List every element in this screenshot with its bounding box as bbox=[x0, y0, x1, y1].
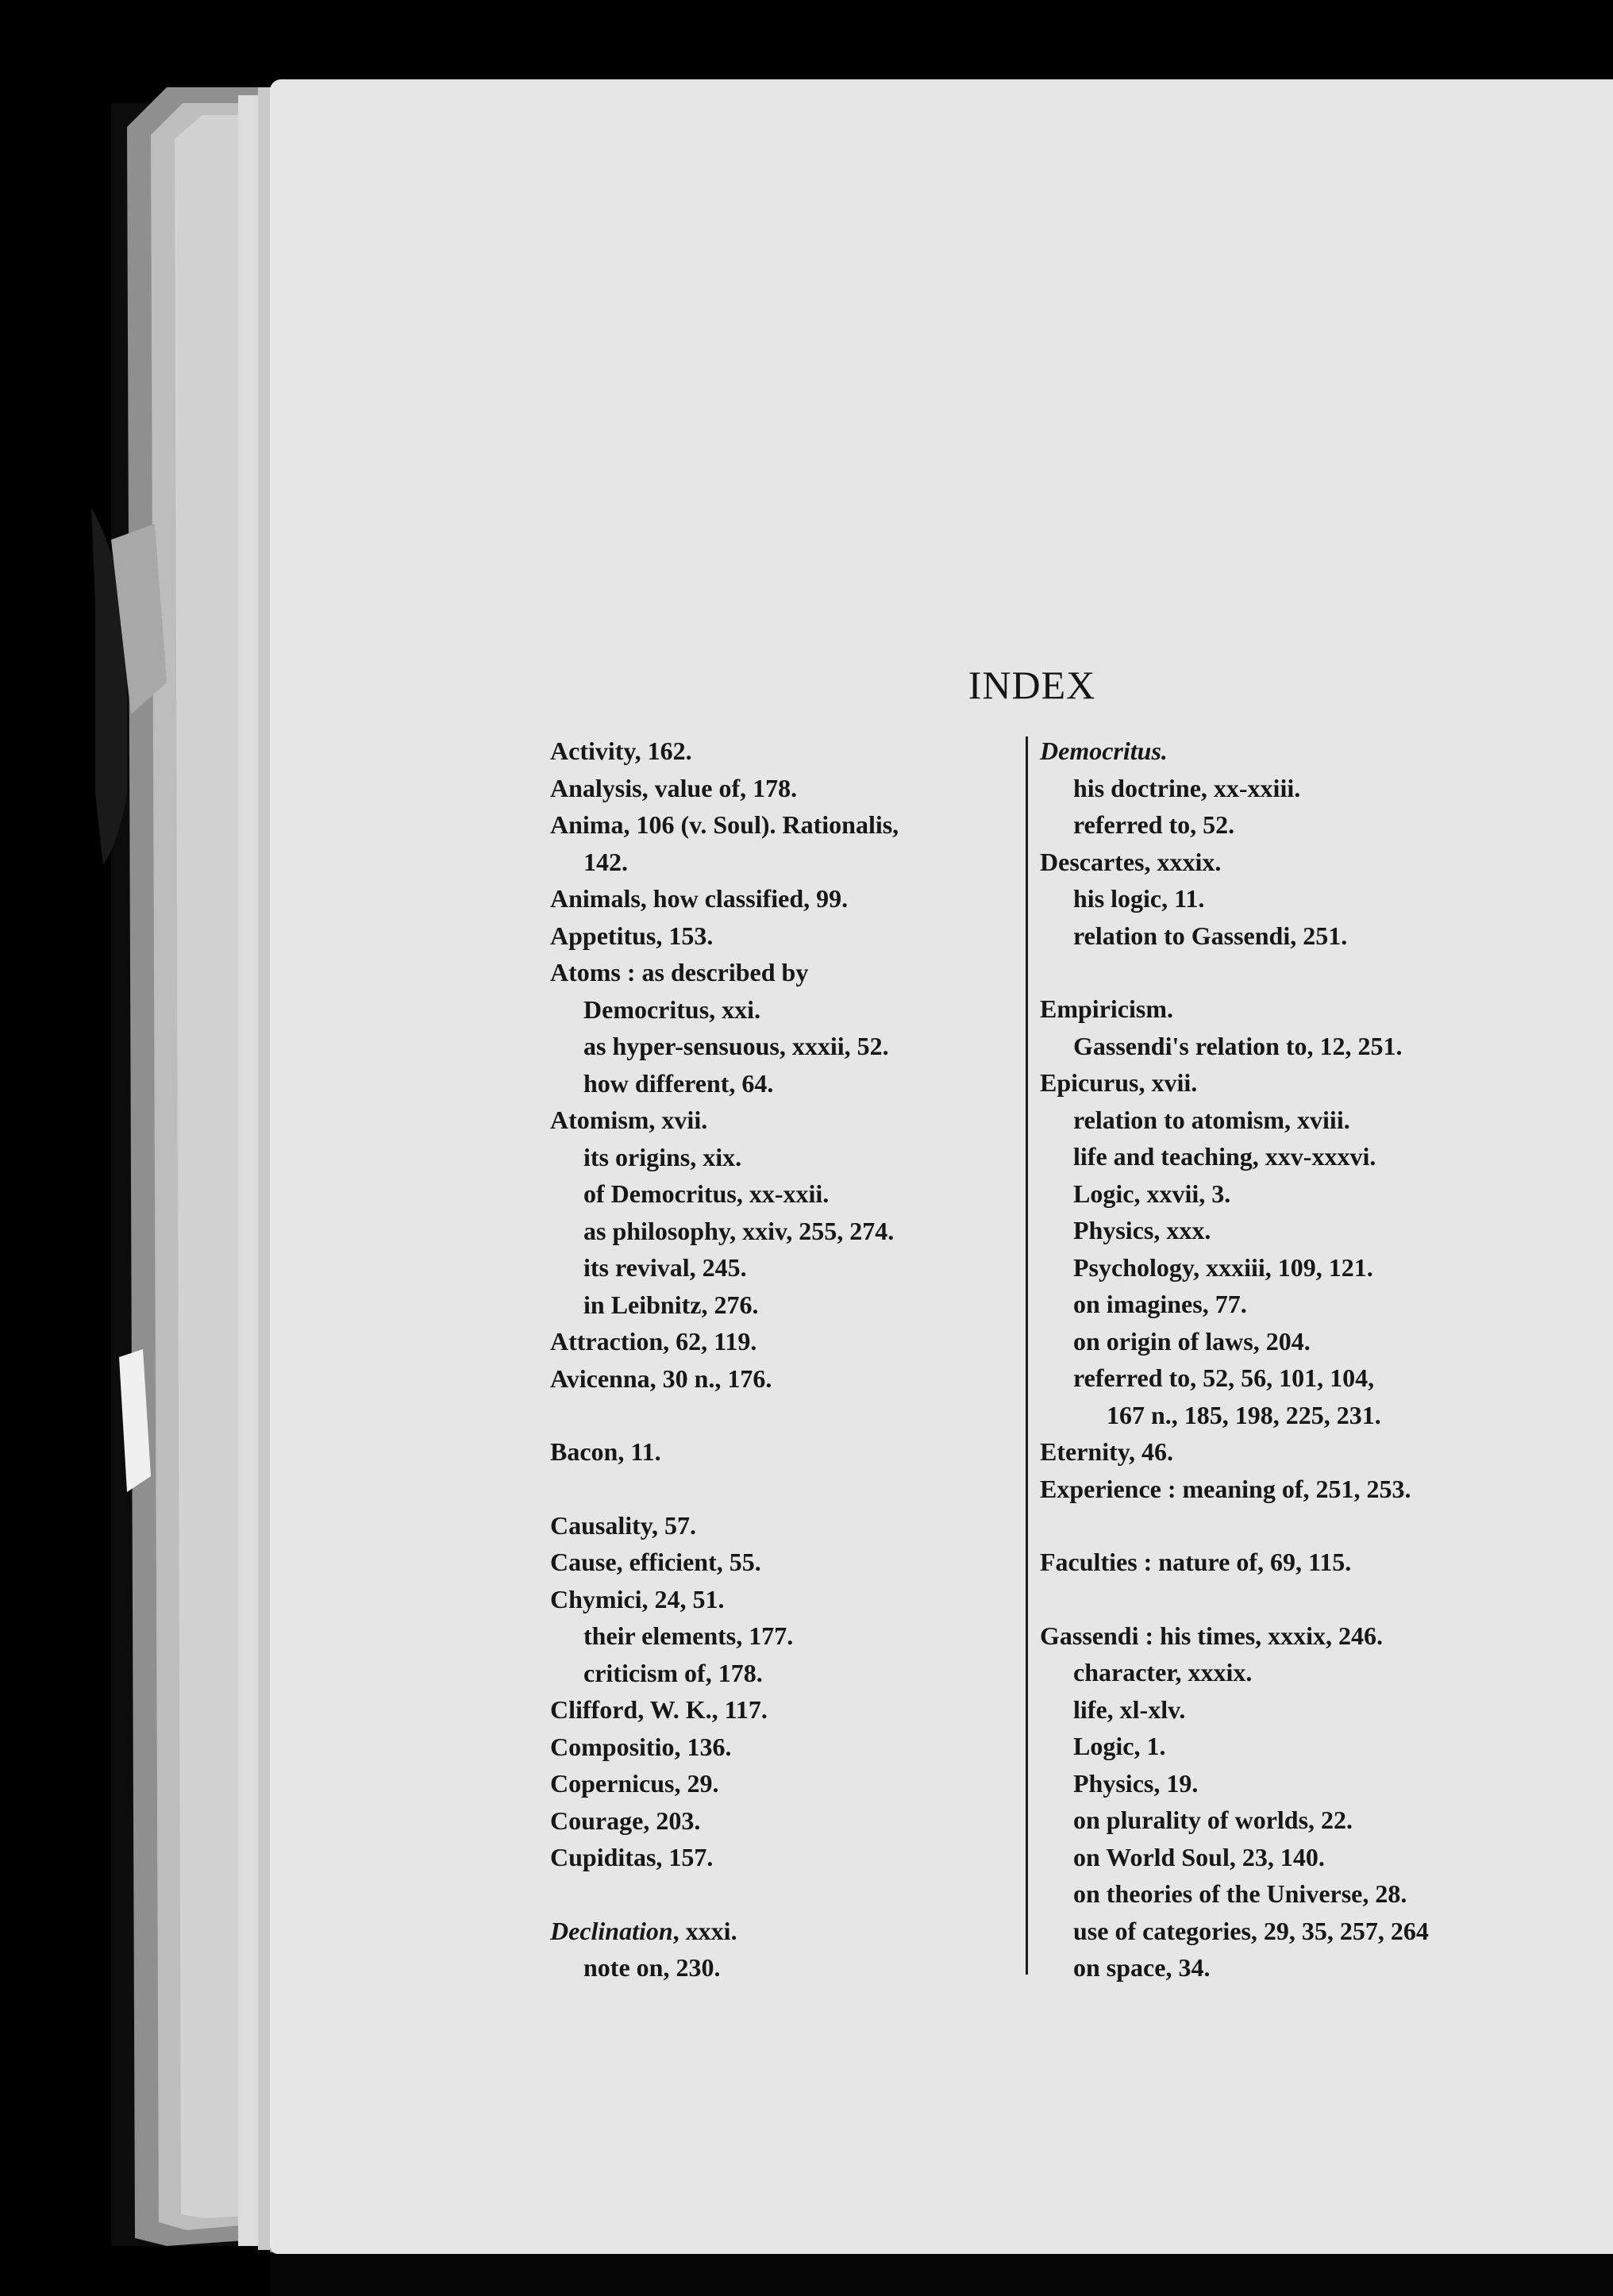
index-entry: Activity, 162. bbox=[550, 736, 692, 765]
index-entry: Courage, 203. bbox=[550, 1806, 701, 1835]
index-subentry: referred to, 52. bbox=[1073, 810, 1235, 839]
index-subentry: Physics, xxx. bbox=[1073, 1216, 1211, 1244]
index-subentry: of Democritus, xx-xxii. bbox=[583, 1179, 830, 1208]
index-entry: Atomism, xvii. bbox=[550, 1106, 708, 1134]
index-subentry: their elements, 177. bbox=[583, 1621, 794, 1650]
index-entry: Cupiditas, 157. bbox=[550, 1843, 714, 1871]
index-subentry: his logic, 11. bbox=[1073, 884, 1205, 913]
index-entry: Gassendi : his times, xxxix, 246. bbox=[1040, 1621, 1384, 1650]
index-entry: Democritus. bbox=[1040, 736, 1168, 765]
index-subentry: note on, 230. bbox=[583, 1953, 721, 1982]
index-subentry: on plurality of worlds, 22. bbox=[1073, 1806, 1353, 1834]
index-subentry: Logic, xxvii, 3. bbox=[1073, 1179, 1231, 1208]
index-subentry: criticism of, 178. bbox=[583, 1658, 763, 1687]
index-entry: Epicurus, xvii. bbox=[1040, 1068, 1198, 1097]
index-column-right bbox=[1040, 733, 1516, 1986]
index-subentry: 142. bbox=[583, 847, 628, 876]
index-entry: Chymici, 24, 51. bbox=[550, 1584, 725, 1613]
index-entry: Avicenna, 30 n., 176. bbox=[550, 1363, 772, 1393]
index-subentry: on origin of laws, 204. bbox=[1073, 1326, 1311, 1356]
index-subentry: 167 n., 185, 198, 225, 231. bbox=[1107, 1400, 1381, 1429]
index-subentry: on space, 34. bbox=[1073, 1953, 1211, 1982]
index-entry: Clifford, W. K., 117. bbox=[550, 1695, 768, 1724]
index-subentry: relation to Gassendi, 251. bbox=[1073, 921, 1348, 950]
index-entry: Cause, efficient, 55. bbox=[550, 1548, 761, 1576]
index-entry: Analysis, value of, 178. bbox=[550, 773, 798, 802]
index-subentry: Democritus, xxi. bbox=[583, 994, 761, 1024]
index-entry: Empiricism. bbox=[1040, 994, 1173, 1023]
index-entry: Declination, xxxi. bbox=[550, 1916, 737, 1945]
index-subentry: on theories of the Universe, 28. bbox=[1073, 1879, 1407, 1908]
index-subentry: life and teaching, xxv-xxxvi. bbox=[1073, 1142, 1376, 1171]
index-subentry: Logic, 1. bbox=[1073, 1732, 1166, 1760]
column-divider bbox=[1026, 736, 1028, 1975]
index-entry: Compositio, 136. bbox=[550, 1732, 732, 1761]
index-subentry: its revival, 245. bbox=[583, 1253, 747, 1282]
index-subentry: how different, 64. bbox=[583, 1068, 774, 1098]
index-subentry: its origins, xix. bbox=[583, 1142, 742, 1171]
index-entry: Anima, 106 (v. Soul). Rationalis, bbox=[550, 810, 899, 839]
index-column-left bbox=[550, 733, 1022, 1986]
index-subentry: character, xxxix. bbox=[1073, 1658, 1253, 1686]
index-entry: Animals, how classified, 99. bbox=[550, 884, 849, 913]
index-subentry: as hyper-sensuous, xxxii, 52. bbox=[583, 1032, 889, 1060]
index-subentry: relation to atomism, xviii. bbox=[1073, 1105, 1350, 1134]
index-subentry: Psychology, xxxiii, 109, 121. bbox=[1073, 1252, 1373, 1282]
index-entry: Descartes, xxxix. bbox=[1040, 847, 1222, 876]
index-subentry: as philosophy, xxiv, 255, 274. bbox=[583, 1216, 895, 1245]
index-subentry: life, xl-xlv. bbox=[1073, 1694, 1186, 1724]
index-entry: Attraction, 62, 119. bbox=[550, 1327, 757, 1356]
index-subentry: on imagines, 77. bbox=[1073, 1290, 1247, 1318]
index-subentry: Gassendi's relation to, 12, 251. bbox=[1073, 1031, 1403, 1060]
index-entry: Experience : meaning of, 251, 253. bbox=[1040, 1474, 1411, 1503]
index-entry: Copernicus, 29. bbox=[550, 1769, 719, 1798]
index-entry: Appetitus, 153. bbox=[550, 921, 714, 950]
index-entry: Atoms : as described by bbox=[550, 958, 809, 986]
index-subentry: in Leibnitz, 276. bbox=[583, 1290, 759, 1319]
page-title: INDEX bbox=[968, 662, 1096, 707]
index-entry: Faculties : nature of, 69, 115. bbox=[1040, 1548, 1352, 1576]
index-subentry: on World Soul, 23, 140. bbox=[1073, 1842, 1325, 1871]
index-entry: Causality, 57. bbox=[550, 1510, 697, 1540]
index-entry: Eternity, 46. bbox=[1040, 1437, 1173, 1466]
index-subentry: Physics, 19. bbox=[1073, 1768, 1199, 1798]
index-subentry: referred to, 52, 56, 101, 104, bbox=[1073, 1363, 1375, 1392]
index-subentry: his doctrine, xx-xxiii. bbox=[1073, 773, 1301, 802]
index-subentry: use of categories, 29, 35, 257, 264 bbox=[1073, 1916, 1429, 1945]
index-entry: Bacon, 11. bbox=[550, 1437, 661, 1466]
